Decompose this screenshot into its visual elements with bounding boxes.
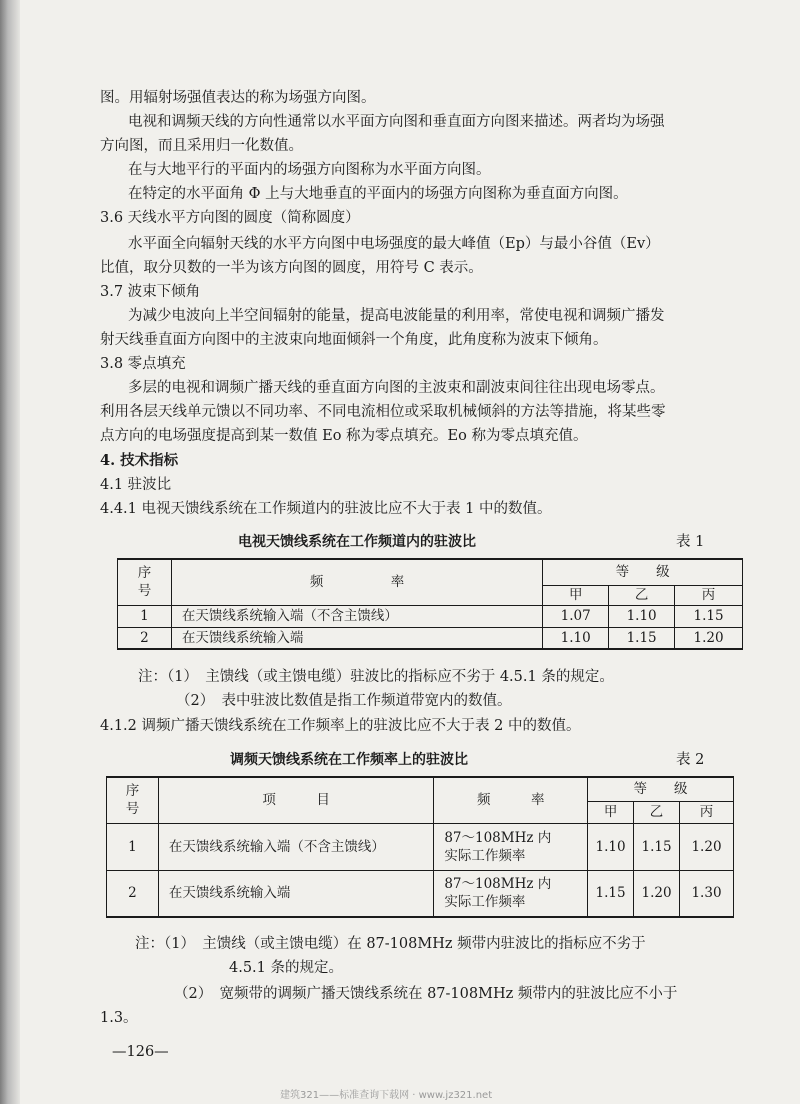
table1-label: 表 1 [676,534,705,550]
section-heading-3-6: 3.6 天线水平方向图的圆度（简称圆度） [100,210,360,226]
table2-note-1-cont: 4.5.1 条的规定。 [229,960,344,976]
table2-row2-b: 1.20 [634,870,680,917]
body-line: 利用各层天线单元馈以不同功率、不同电流相位或采取机械倾斜的方法等措施，将某些零 [100,404,666,420]
table1-grade-b: 乙 [609,585,675,605]
table2-seq-header: 序 号 [107,777,159,823]
table2-row1-c: 1.20 [680,823,734,870]
table1-row2-c: 1.20 [675,627,743,649]
table2-row1-b: 1.15 [634,823,680,870]
table1-header-row [118,559,743,585]
table1-grade-c: 丙 [675,585,743,605]
page-number: —126— [112,1044,169,1060]
table2-label: 表 2 [676,752,705,768]
table1-row2-seq: 2 [118,627,172,649]
body-line: 多层的电视和调频广播天线的垂直面方向图的主波束和副波束间往往出现电场零点。 [128,380,665,396]
scan-edge-shadow [0,0,20,1104]
table2-row1-freq: 87～108MHz 内 实际工作频率 [434,823,588,870]
table2-row2-c: 1.30 [680,870,734,917]
table1-row1-seq: 1 [118,605,172,627]
table1-grade-header: 等 级 [543,559,743,585]
table2-header-row [107,777,734,801]
table1-row1-b: 1.10 [609,605,675,627]
table1-row2-b: 1.15 [609,627,675,649]
section-heading-3-7: 3.7 波束下倾角 [100,284,201,300]
table2-caption: 调频天馈线系统在工作频率上的驻波比 [230,752,468,768]
table2-grade-a: 甲 [588,801,634,823]
body-line: 为减少电波向上半空间辐射的能量，提高电波能量的利用率，常使电视和调频广播发 [128,308,665,324]
body-line: 射天线垂直面方向图中的主波束向地面倾斜一个角度，此角度称为波束下倾角。 [100,332,608,348]
body-line: 水平面全向辐射天线的水平方向图中电场强度的最大峰值（Ep）与最小谷值（Ev） [128,236,660,252]
body-line: 比值，取分贝数的一半为该方向图的圆度，用符号 C 表示。 [100,260,483,276]
body-line: 电视和调频天线的方向性通常以水平面方向图和垂直面方向图来描述。两者均为场强 [128,114,665,130]
body-line: 4.4.1 电视天馈线系统在工作频道内的驻波比应不大于表 1 中的数值。 [100,501,552,517]
table1-grade-a: 甲 [543,585,609,605]
body-line: 在与大地平行的平面内的场强方向图称为水平面方向图。 [128,162,491,178]
watermark: 建筑321——标准查询下载网 · www.jz321.net [280,1090,493,1101]
table2-row1-seq: 1 [107,823,159,870]
table-row [107,870,734,917]
table-row [107,823,734,870]
section-heading-4: 4. 技术指标 [100,452,179,469]
table1-row1-c: 1.15 [675,605,743,627]
table1-note-1: 注：（1） 主馈线（或主馈电缆）驻波比的指标应不劣于 4.5.1 条的规定。 [138,669,614,685]
body-line: 点方向的电场强度提高到某一数值 Eo 称为零点填充。Eo 称为零点填充值。 [100,428,588,444]
table1-row2-desc: 在天馈线系统输入端 [171,627,542,649]
body-line: 方向图，而且采用归一化数值。 [100,138,303,154]
table2 [106,776,734,918]
body-line-4-1-2: 4.1.2 调频广播天馈线系统在工作频率上的驻波比应不大于表 2 中的数值。 [100,718,581,734]
table2-grade-b: 乙 [634,801,680,823]
table1-row1-desc: 在天馈线系统输入端（不含主馈线） [171,605,542,627]
table2-grade-header: 等 级 [588,777,734,801]
table2-row2-seq: 2 [107,870,159,917]
table2-row2-desc: 在天馈线系统输入端 [158,870,433,917]
table2-row1-desc: 在天馈线系统输入端（不含主馈线） [158,823,433,870]
table2-note-1: 注：（1） 主馈线（或主馈电缆）在 87-108MHz 频带内驻波比的指标应不劣于 [135,936,646,952]
table1-caption: 电视天馈线系统在工作频道内的驻波比 [238,534,476,550]
table2-freq-header: 频 率 [434,777,588,823]
table2-note-2: （2） 宽频带的调频广播天馈线系统在 87-108MHz 频带内的驻波比应不小于 [174,986,678,1002]
table1-freq-header: 频 率 [171,559,542,605]
table2-row2-freq: 87～108MHz 内 实际工作频率 [434,870,588,917]
section-heading-4-1: 4.1 驻波比 [100,477,172,493]
section-heading-3-8: 3.8 零点填充 [100,356,186,372]
table-row [118,627,743,649]
table2-item-header: 项 目 [158,777,433,823]
table1-seq-header: 序 号 [118,559,172,605]
table2-row2-a: 1.15 [588,870,634,917]
table1-row1-a: 1.07 [543,605,609,627]
table-row [118,605,743,627]
table1-row2-a: 1.10 [543,627,609,649]
table2-row1-a: 1.10 [588,823,634,870]
table2-grade-c: 丙 [680,801,734,823]
body-line: 在特定的水平面角 Φ 上与大地垂直的平面内的场强方向图称为垂直面方向图。 [128,186,628,202]
table2-note-2-cont: 1.3。 [100,1010,138,1026]
table1-note-2: （2） 表中驻波比数值是指工作频道带宽内的数值。 [176,693,512,709]
body-line: 图。用辐射场强值表达的称为场强方向图。 [100,90,376,106]
table1 [117,558,743,650]
